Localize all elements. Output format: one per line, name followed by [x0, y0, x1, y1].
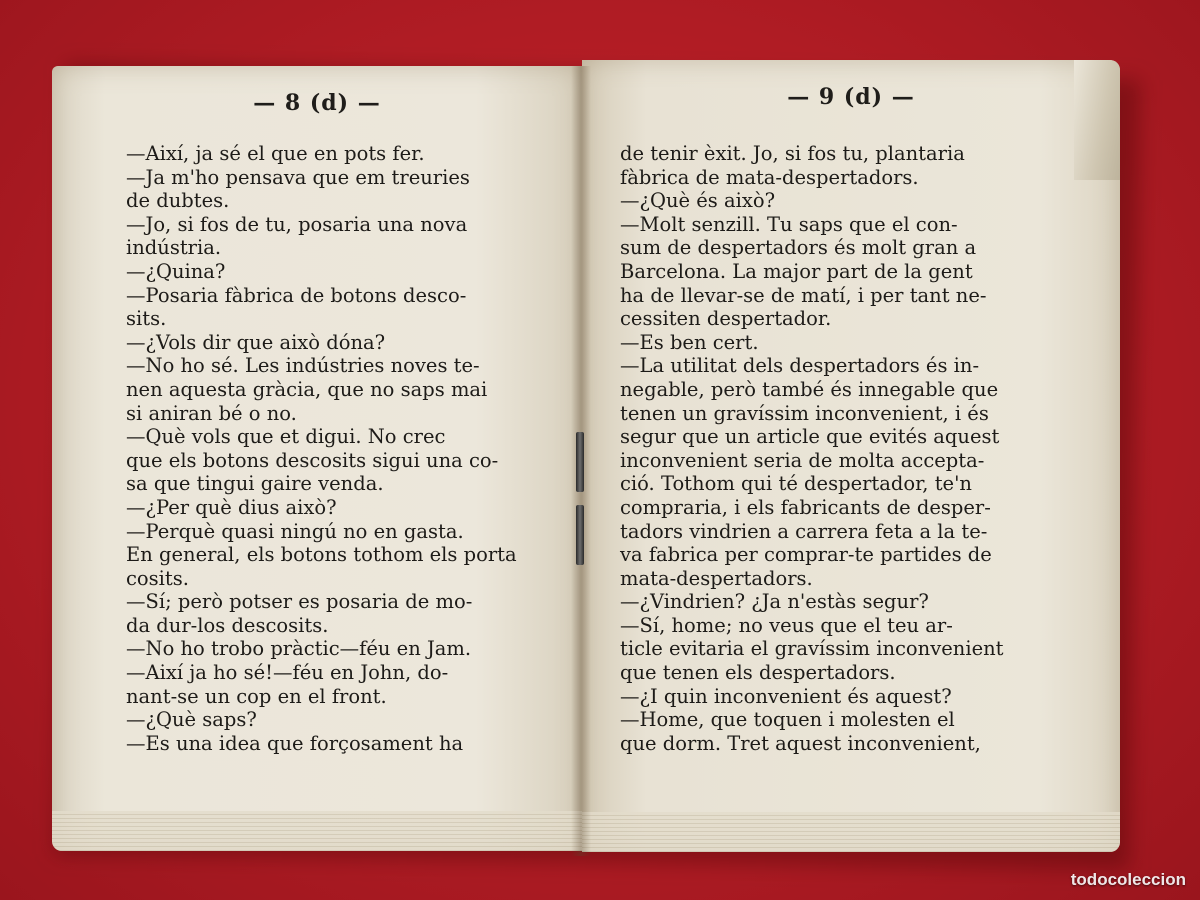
text-line: nen aquesta gràcia, que no saps mai — [126, 377, 488, 401]
right-page-text — [620, 142, 1028, 755]
text-line: va fabrica per comprar-te partides de — [620, 543, 992, 567]
text-line: —Sí, home; no veus que el teu ar- — [620, 613, 953, 637]
text-line: que dorm. Tret aquest inconvenient, — [620, 731, 981, 755]
text-line: que tenen els despertadors. — [620, 661, 896, 685]
watermark-logo: todocoleccion — [1070, 870, 1186, 889]
text-line: —Es ben cert. — [620, 330, 759, 354]
text-line: que els botons descosits sigui una co- — [126, 448, 499, 472]
text-line: —Molt senzill. Tu saps que el con- — [620, 212, 958, 236]
text-line: segur que un article que evités aquest — [620, 425, 1000, 449]
staple — [576, 432, 584, 492]
text-line: —Què vols que et digui. No crec — [126, 425, 446, 449]
text-line: —¿Què és això? — [620, 189, 776, 213]
text-line: —No ho trobo pràctic—féu en Jam. — [126, 637, 472, 661]
text-line: sum de despertadors és molt gran a — [620, 236, 977, 260]
right-page — [582, 60, 1120, 852]
text-line: —Ja m'ho pensava que em treuries — [126, 165, 470, 189]
text-line: —Posaria fàbrica de botons desco- — [126, 283, 467, 307]
text-line: sa que tingui gaire venda. — [126, 472, 384, 496]
text-line: da dur-los descosits. — [126, 613, 329, 637]
text-line: tadors vindrien a carrera feta a la te- — [620, 519, 988, 543]
text-line: cosits. — [126, 566, 189, 590]
text-line: si aniran bé o no. — [126, 401, 297, 425]
text-line: indústria. — [126, 236, 222, 260]
left-page-header: — 8 (d) — — [253, 90, 381, 116]
page-edge — [52, 811, 582, 851]
text-line: —¿Vindrien? ¿Ja n'estàs segur? — [620, 590, 929, 614]
text-line: —Es una idea que forçosament ha — [126, 731, 464, 755]
text-line: de tenir èxit. Jo, si fos tu, plantaria — [620, 142, 965, 165]
text-line: —¿Què saps? — [126, 708, 257, 732]
left-page — [52, 66, 582, 851]
text-line: —Sí; però potser es posaria de mo- — [126, 590, 473, 614]
text-line: compraria, i els fabricants de desper- — [620, 495, 991, 519]
text-line: inconvenient seria de molta accepta- — [620, 448, 985, 472]
text-line: nant-se un cop en el front. — [126, 684, 387, 708]
text-line: —Així, ja sé el que en pots fer. — [126, 142, 425, 165]
text-line: —¿I quin inconvenient és aquest? — [620, 684, 952, 708]
text-line: negable, però també és innegable que — [620, 377, 999, 401]
text-line: —Així ja ho sé!—féu en John, do- — [126, 661, 449, 685]
text-line: ha de llevar-se de matí, i per tant ne- — [620, 283, 987, 307]
staple — [576, 505, 584, 565]
text-line: tenen un gravíssim inconvenient, i és — [620, 401, 989, 425]
right-page-header: — 9 (d) — — [787, 84, 915, 110]
page-edge — [582, 812, 1120, 852]
text-line: En general, els botons tothom els porta — [126, 543, 517, 567]
page-corner-fold — [1074, 60, 1120, 180]
text-line: —Perquè quasi ningú no en gasta. — [126, 519, 464, 543]
text-line: —¿Quina? — [126, 259, 226, 283]
text-line: de dubtes. — [126, 189, 230, 213]
text-line: —Home, que toquen i molesten el — [620, 708, 955, 732]
text-line: ció. Tothom qui té despertador, te'n — [620, 472, 972, 496]
text-line: —Jo, si fos de tu, posaria una nova — [126, 212, 468, 236]
text-line: sits. — [126, 307, 167, 331]
text-line: ticle evitaria el gravíssim inconvenient — [620, 637, 1004, 661]
text-line: —¿Per què dius això? — [126, 495, 337, 519]
text-line: mata-despertadors. — [620, 566, 813, 590]
text-line: —¿Vols dir que això dóna? — [126, 330, 386, 354]
text-line: —La utilitat dels despertadors és in- — [620, 354, 980, 378]
text-line: —No ho sé. Les indústries noves te- — [126, 354, 480, 378]
text-line: cessiten despertador. — [620, 307, 832, 331]
left-page-text — [126, 142, 518, 755]
text-line: fàbrica de mata-despertadors. — [620, 165, 919, 189]
text-line: Barcelona. La major part de la gent — [620, 259, 973, 283]
